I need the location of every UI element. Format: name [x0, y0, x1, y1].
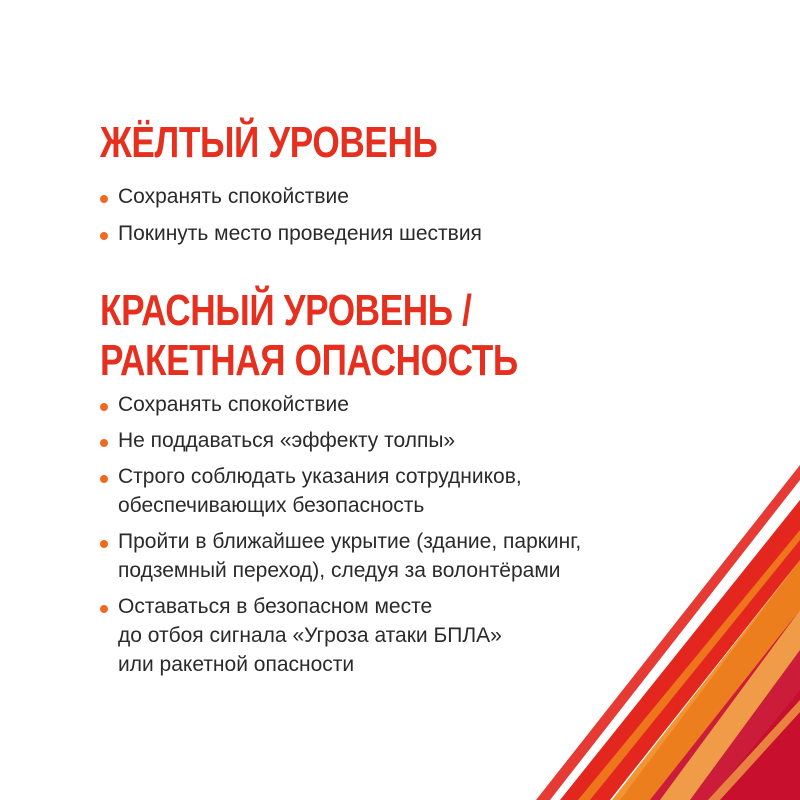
list-item — [100, 462, 581, 520]
red-level-list — [100, 390, 581, 686]
red-level-title — [100, 286, 518, 386]
list-item-line: обеспечивающих безопасность — [118, 494, 425, 517]
bullet-icon — [100, 232, 108, 240]
list-item — [100, 527, 581, 585]
red-level-title-line2: РАКЕТНАЯ ОПАСНОСТЬ — [100, 336, 518, 385]
list-item-line: Не поддаваться «эффекту толпы» — [118, 429, 456, 452]
yellow-level-title: ЖЁЛТЫЙ УРОВЕНЬ — [100, 118, 438, 167]
list-item — [100, 182, 482, 211]
list-item-text: Сохранять спокойствие — [118, 185, 349, 208]
list-item — [100, 390, 581, 419]
list-item-line: Пройти в ближайшее укрытие (здание, паркинг, — [118, 530, 582, 553]
list-item-line: или ракетной опасности — [118, 653, 355, 676]
bullet-icon — [100, 439, 108, 447]
bullet-icon — [100, 475, 108, 483]
bullet-icon — [100, 403, 108, 411]
bullet-icon — [100, 540, 108, 548]
list-item-text: Покинуть место проведения шествия — [118, 222, 482, 245]
list-item-line: подземный переход), следуя за волонтёрами — [118, 559, 561, 582]
list-item-line: Строго соблюдать указания сотрудников, — [118, 465, 522, 488]
list-item — [100, 426, 581, 455]
list-item-line: Сохранять спокойствие — [118, 393, 349, 416]
list-item — [100, 592, 581, 679]
list-item — [100, 219, 482, 248]
list-item-line: до отбоя сигнала «Угроза атаки БПЛА» — [118, 624, 502, 647]
bullet-icon — [100, 195, 108, 203]
red-level-title-line1: КРАСНЫЙ УРОВЕНЬ / — [100, 286, 472, 335]
bullet-icon — [100, 605, 108, 613]
yellow-level-list — [100, 182, 482, 256]
list-item-line: Оставаться в безопасном месте — [118, 595, 433, 618]
